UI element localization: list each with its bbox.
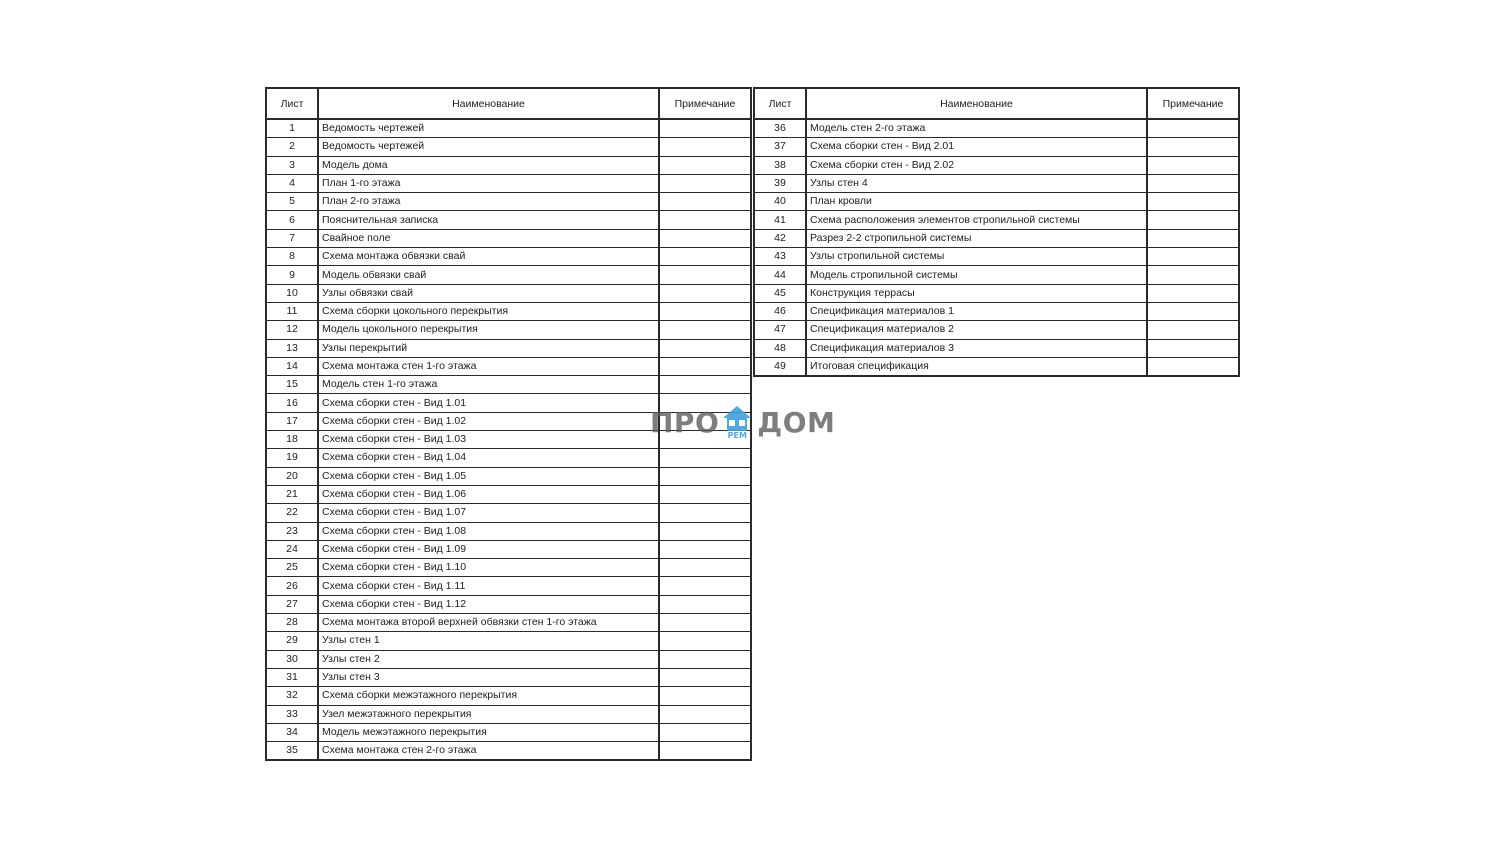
table-row: [754, 302, 1239, 320]
table-row: [266, 138, 751, 156]
table-row: [266, 540, 751, 558]
table-row: [266, 559, 751, 577]
sheet-number-cell: 1: [266, 119, 318, 138]
table-row: [266, 522, 751, 540]
sheet-name-cell: Модель стропильной системы: [806, 266, 1147, 284]
sheet-note-cell: [1147, 321, 1239, 339]
sheet-name-cell: Узел межэтажного перекрытия: [318, 705, 659, 723]
table-row: [266, 174, 751, 192]
sheet-note-cell: [659, 156, 751, 174]
sheet-number-cell: 22: [266, 504, 318, 522]
sheet-name-cell: Модель обвязки свай: [318, 266, 659, 284]
sheet-note-cell: [659, 467, 751, 485]
sheet-number-cell: 39: [754, 174, 806, 192]
sheet-name-cell: Схема сборки стен - Вид 1.07: [318, 504, 659, 522]
sheet-number-cell: 13: [266, 339, 318, 357]
sheet-name-cell: Итоговая спецификация: [806, 357, 1147, 376]
sheet-number-cell: 10: [266, 284, 318, 302]
header-sheet: Лист: [754, 88, 806, 119]
sheet-number-cell: 19: [266, 449, 318, 467]
table-row: [754, 211, 1239, 229]
watermark-sub-text: РЕМ: [727, 431, 747, 440]
sheet-number-cell: 2: [266, 138, 318, 156]
table-row: [266, 485, 751, 503]
house-icon: [721, 404, 753, 440]
sheet-number-cell: 36: [754, 119, 806, 138]
sheet-number-cell: 11: [266, 302, 318, 320]
sheet-name-cell: Модель цокольного перекрытия: [318, 321, 659, 339]
table-row: [754, 174, 1239, 192]
sheet-note-cell: [659, 229, 751, 247]
table-row: [266, 357, 751, 375]
table-row: [266, 339, 751, 357]
table-row: [266, 650, 751, 668]
sheet-note-cell: [659, 485, 751, 503]
sheet-number-cell: 31: [266, 668, 318, 686]
sheet-number-cell: 26: [266, 577, 318, 595]
sheet-note-cell: [1147, 193, 1239, 211]
sheet-number-cell: 47: [754, 321, 806, 339]
table-row: [754, 248, 1239, 266]
sheet-number-cell: 34: [266, 723, 318, 741]
table-row: [266, 156, 751, 174]
watermark-logo: [650, 400, 850, 444]
sheet-name-cell: Схема монтажа стен 2-го этажа: [318, 742, 659, 761]
sheet-number-cell: 25: [266, 559, 318, 577]
sheet-name-cell: Схема сборки стен - Вид 1.01: [318, 394, 659, 412]
sheet-name-cell: Узлы обвязки свай: [318, 284, 659, 302]
sheet-number-cell: 37: [754, 138, 806, 156]
table-header-row: [754, 88, 1239, 119]
sheet-number-cell: 29: [266, 632, 318, 650]
sheet-number-cell: 21: [266, 485, 318, 503]
sheet-name-cell: Схема сборки цокольного перекрытия: [318, 302, 659, 320]
sheet-note-cell: [659, 321, 751, 339]
table-row: [754, 284, 1239, 302]
sheet-number-cell: 8: [266, 248, 318, 266]
sheet-note-cell: [659, 742, 751, 761]
sheet-number-cell: 44: [754, 266, 806, 284]
sheet-note-cell: [659, 632, 751, 650]
sheet-name-cell: План 2-го этажа: [318, 193, 659, 211]
sheet-name-cell: Модель дома: [318, 156, 659, 174]
sheet-note-cell: [659, 211, 751, 229]
sheet-name-cell: Схема сборки стен - Вид 1.11: [318, 577, 659, 595]
sheet-note-cell: [1147, 339, 1239, 357]
sheet-name-cell: Конструкция террасы: [806, 284, 1147, 302]
sheet-note-cell: [659, 266, 751, 284]
table-row: [266, 211, 751, 229]
sheet-name-cell: Пояснительная записка: [318, 211, 659, 229]
table-row: [266, 668, 751, 686]
sheet-name-cell: Узлы стен 4: [806, 174, 1147, 192]
table-row: [266, 595, 751, 613]
header-name: Наименование: [318, 88, 659, 119]
table-row: [266, 577, 751, 595]
sheet-name-cell: Схема сборки стен - Вид 2.01: [806, 138, 1147, 156]
sheet-note-cell: [659, 705, 751, 723]
table-row: [754, 339, 1239, 357]
sheet-note-cell: [659, 650, 751, 668]
table-row: [754, 156, 1239, 174]
table-row: [266, 687, 751, 705]
table-row: [266, 248, 751, 266]
sheet-note-cell: [659, 723, 751, 741]
sheet-note-cell: [1147, 357, 1239, 376]
sheet-number-cell: 32: [266, 687, 318, 705]
sheet-note-cell: [1147, 156, 1239, 174]
sheet-name-cell: Схема сборки стен - Вид 1.02: [318, 412, 659, 430]
sheet-number-cell: 45: [754, 284, 806, 302]
sheet-number-cell: 24: [266, 540, 318, 558]
table-row: [266, 632, 751, 650]
sheet-number-cell: 43: [754, 248, 806, 266]
header-name: Наименование: [806, 88, 1147, 119]
sheet-name-cell: Схема сборки стен - Вид 1.09: [318, 540, 659, 558]
sheet-number-cell: 38: [754, 156, 806, 174]
sheet-note-cell: [1147, 138, 1239, 156]
sheet-number-cell: 20: [266, 467, 318, 485]
sheet-name-cell: План 1-го этажа: [318, 174, 659, 192]
sheet-number-cell: 5: [266, 193, 318, 211]
watermark-left-text: ПРО: [650, 405, 720, 439]
sheet-note-cell: [1147, 284, 1239, 302]
sheet-number-cell: 35: [266, 742, 318, 761]
table-row: [754, 229, 1239, 247]
sheet-name-cell: Схема монтажа второй верхней обвязки стен 1-го этажа: [318, 614, 659, 632]
sheet-number-cell: 17: [266, 412, 318, 430]
sheet-number-cell: 30: [266, 650, 318, 668]
table-row: [266, 723, 751, 741]
sheet-note-cell: [659, 302, 751, 320]
sheet-note-cell: [659, 248, 751, 266]
sheet-name-cell: Узлы стен 1: [318, 632, 659, 650]
sheet-note-cell: [659, 193, 751, 211]
sheet-note-cell: [659, 614, 751, 632]
sheet-note-cell: [659, 577, 751, 595]
header-note: Примечание: [1147, 88, 1239, 119]
sheet-note-cell: [659, 357, 751, 375]
table-row: [754, 357, 1239, 376]
sheet-name-cell: Схема расположения элементов стропильной системы: [806, 211, 1147, 229]
sheet-name-cell: Спецификация материалов 2: [806, 321, 1147, 339]
table-row: [266, 504, 751, 522]
header-note: Примечание: [659, 88, 751, 119]
sheet-name-cell: Ведомость чертежей: [318, 138, 659, 156]
sheet-name-cell: Схема сборки стен - Вид 1.10: [318, 559, 659, 577]
sheet-note-cell: [1147, 211, 1239, 229]
sheet-note-cell: [659, 174, 751, 192]
table-row: [266, 284, 751, 302]
sheet-number-cell: 4: [266, 174, 318, 192]
sheet-number-cell: 12: [266, 321, 318, 339]
watermark-right-text: ДОМ: [757, 405, 836, 439]
sheet-number-cell: 40: [754, 193, 806, 211]
sheet-name-cell: Разрез 2-2 стропильной системы: [806, 229, 1147, 247]
sheet-name-cell: Схема сборки стен - Вид 1.05: [318, 467, 659, 485]
table-row: [266, 302, 751, 320]
sheet-note-cell: [659, 504, 751, 522]
table-row: [266, 705, 751, 723]
sheet-note-cell: [1147, 174, 1239, 192]
sheet-name-cell: Схема сборки стен - Вид 1.12: [318, 595, 659, 613]
sheet-name-cell: Схема сборки стен - Вид 2.02: [806, 156, 1147, 174]
drawing-list-table-right: [753, 87, 1240, 377]
table-header-row: [266, 88, 751, 119]
table-row: [266, 742, 751, 761]
sheet-name-cell: Схема сборки стен - Вид 1.06: [318, 485, 659, 503]
sheet-name-cell: Узлы стен 3: [318, 668, 659, 686]
sheet-note-cell: [659, 449, 751, 467]
sheet-number-cell: 42: [754, 229, 806, 247]
sheet-number-cell: 7: [266, 229, 318, 247]
sheet-name-cell: Свайное поле: [318, 229, 659, 247]
sheet-number-cell: 49: [754, 357, 806, 376]
sheet-name-cell: Схема сборки стен - Вид 1.04: [318, 449, 659, 467]
sheet-name-cell: Узлы перекрытий: [318, 339, 659, 357]
sheet-name-cell: Схема монтажа стен 1-го этажа: [318, 357, 659, 375]
table-row: [266, 321, 751, 339]
sheet-number-cell: 14: [266, 357, 318, 375]
table-row: [266, 229, 751, 247]
sheet-note-cell: [659, 522, 751, 540]
sheet-number-cell: 9: [266, 266, 318, 284]
sheet-name-cell: Модель стен 2-го этажа: [806, 119, 1147, 138]
table-row: [754, 266, 1239, 284]
sheet-note-cell: [659, 687, 751, 705]
sheet-number-cell: 27: [266, 595, 318, 613]
sheet-note-cell: [659, 559, 751, 577]
sheet-note-cell: [659, 138, 751, 156]
header-sheet: Лист: [266, 88, 318, 119]
sheet-name-cell: Схема сборки стен - Вид 1.03: [318, 431, 659, 449]
sheet-name-cell: Схема монтажа обвязки свай: [318, 248, 659, 266]
table-row: [754, 119, 1239, 138]
sheet-name-cell: Узлы стен 2: [318, 650, 659, 668]
sheet-note-cell: [1147, 248, 1239, 266]
table-row: [754, 321, 1239, 339]
sheet-name-cell: Схема сборки стен - Вид 1.08: [318, 522, 659, 540]
sheet-name-cell: Модель межэтажного перекрытия: [318, 723, 659, 741]
table-row: [266, 376, 751, 394]
sheet-name-cell: Модель стен 1-го этажа: [318, 376, 659, 394]
sheet-note-cell: [659, 540, 751, 558]
table-row: [266, 614, 751, 632]
sheet-number-cell: 33: [266, 705, 318, 723]
table-row: [754, 193, 1239, 211]
table-row: [266, 119, 751, 138]
sheet-number-cell: 48: [754, 339, 806, 357]
sheet-number-cell: 15: [266, 376, 318, 394]
sheet-note-cell: [659, 376, 751, 394]
sheet-name-cell: Схема сборки межэтажного перекрытия: [318, 687, 659, 705]
table-row: [266, 266, 751, 284]
sheet-name-cell: Спецификация материалов 3: [806, 339, 1147, 357]
sheet-number-cell: 23: [266, 522, 318, 540]
sheet-note-cell: [659, 339, 751, 357]
sheet-note-cell: [659, 284, 751, 302]
sheet-number-cell: 46: [754, 302, 806, 320]
sheet-number-cell: 3: [266, 156, 318, 174]
table-row: [266, 467, 751, 485]
sheet-number-cell: 16: [266, 394, 318, 412]
table-row: [266, 193, 751, 211]
sheet-name-cell: Узлы стропильной системы: [806, 248, 1147, 266]
table-row: [266, 449, 751, 467]
sheet-note-cell: [1147, 302, 1239, 320]
sheet-note-cell: [1147, 229, 1239, 247]
sheet-name-cell: План кровли: [806, 193, 1147, 211]
sheet-note-cell: [1147, 119, 1239, 138]
sheet-number-cell: 41: [754, 211, 806, 229]
table-row: [754, 138, 1239, 156]
sheet-note-cell: [1147, 266, 1239, 284]
sheet-note-cell: [659, 668, 751, 686]
sheet-name-cell: Спецификация материалов 1: [806, 302, 1147, 320]
sheet-name-cell: Ведомость чертежей: [318, 119, 659, 138]
sheet-note-cell: [659, 119, 751, 138]
sheet-number-cell: 6: [266, 211, 318, 229]
sheet-number-cell: 18: [266, 431, 318, 449]
sheet-number-cell: 28: [266, 614, 318, 632]
sheet-note-cell: [659, 595, 751, 613]
